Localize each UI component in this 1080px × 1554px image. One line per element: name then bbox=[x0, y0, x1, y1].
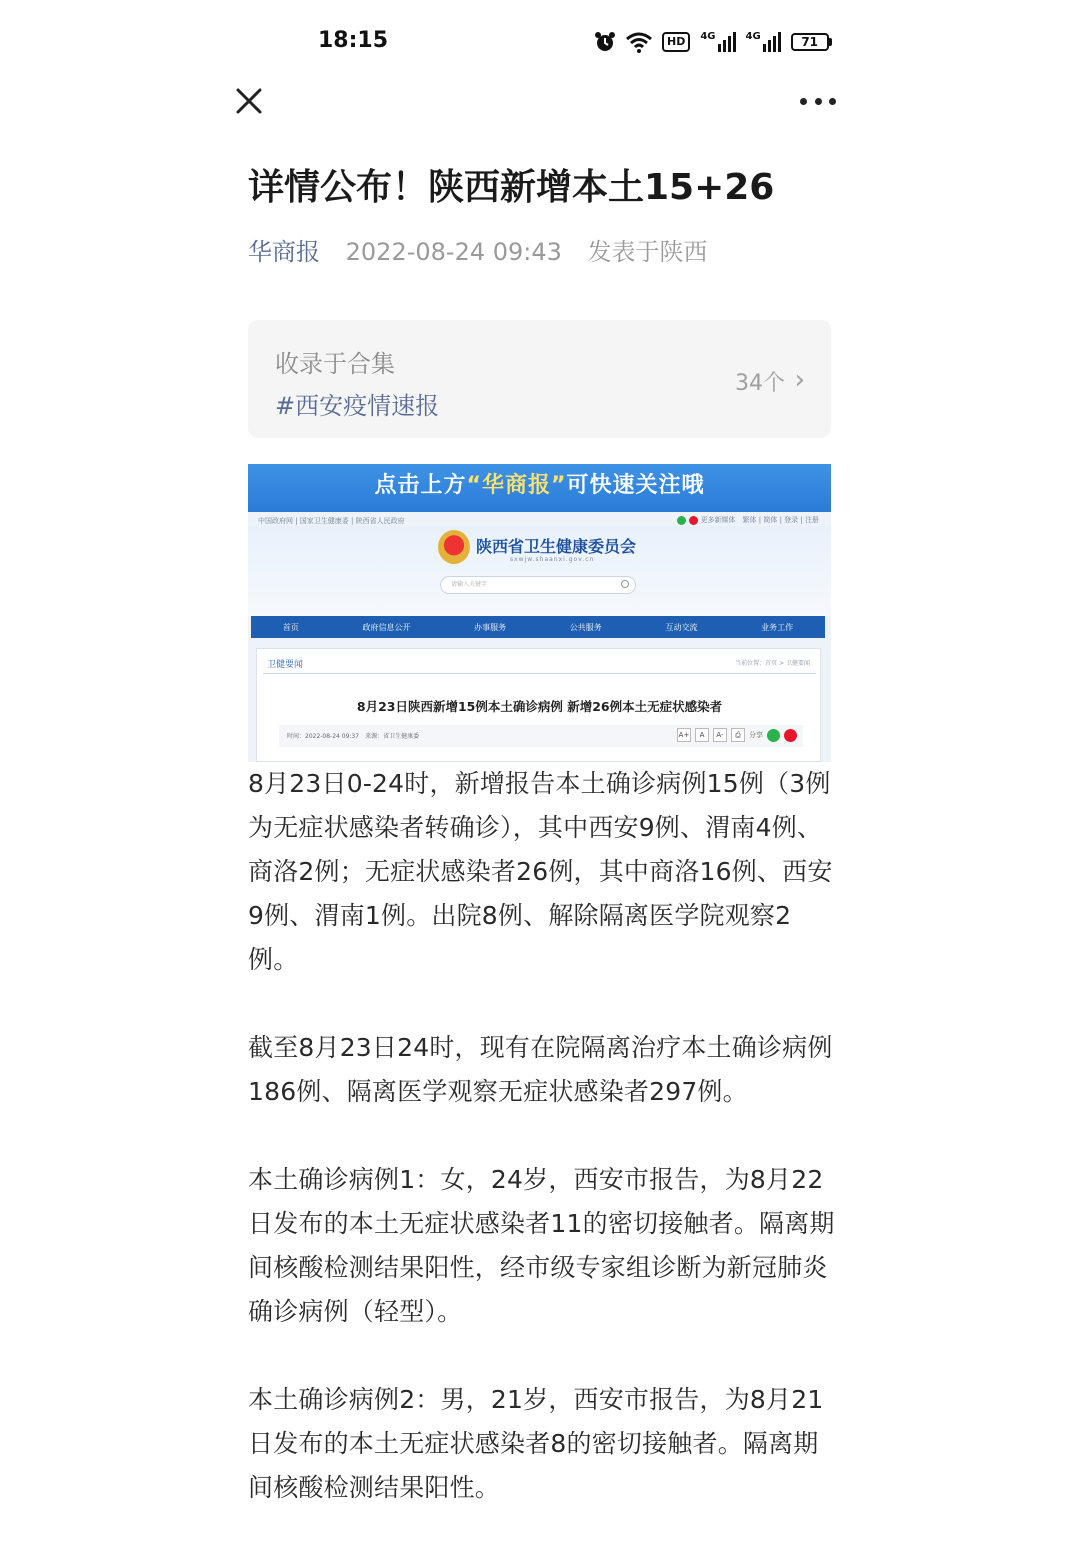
gov-nav-interact: 互动交流 bbox=[665, 622, 698, 632]
status-time: 18:15 bbox=[318, 28, 389, 53]
gov-breadcrumb: 当前位置：首页 > 卫健要闻 bbox=[735, 660, 810, 667]
font-normal: A bbox=[695, 728, 709, 742]
alarm-icon bbox=[594, 31, 616, 53]
publish-location: 发表于陕西 bbox=[587, 238, 708, 266]
weibo-icon bbox=[689, 516, 698, 525]
gov-nav-work: 业务工作 bbox=[761, 622, 794, 632]
print-icon: ⎙ bbox=[731, 728, 745, 742]
gov-nav-home: 首页 bbox=[282, 622, 299, 632]
gov-info-text: 时间：2022-08-24 09:37 来源：省卫生健康委 bbox=[287, 733, 420, 740]
font-larger: A+ bbox=[677, 728, 691, 742]
national-emblem-icon bbox=[438, 530, 470, 564]
article-image[interactable] bbox=[248, 464, 831, 762]
banner-suffix: 可快速关注哦 bbox=[566, 473, 705, 498]
more-icon bbox=[800, 98, 807, 105]
author-link[interactable]: 华商报 bbox=[248, 238, 320, 266]
status-bar bbox=[0, 0, 1080, 80]
collection-label: 收录于合集 bbox=[275, 350, 395, 378]
signal-icon bbox=[700, 32, 735, 52]
collection-tag[interactable]: #西安疫情速报 bbox=[275, 392, 440, 420]
paragraph-4: 本土确诊病例2：男，21岁，西安市报告，为8月21日发布的本土无症状感染者8的密切接触者。隔离期间核酸检测结果阳性。 bbox=[248, 1385, 824, 1502]
gov-org-url: sxwjw.shaanxi.gov.cn bbox=[510, 556, 595, 563]
collection-card[interactable] bbox=[248, 320, 831, 438]
article-meta bbox=[248, 236, 708, 268]
hd-icon: HD bbox=[662, 32, 690, 52]
article-body bbox=[248, 762, 838, 1554]
article-title: 详情公布！陕西新增本土15+26 bbox=[248, 167, 775, 208]
gov-top-right bbox=[677, 515, 819, 525]
share-label: 分享 bbox=[749, 731, 763, 739]
wechat-icon bbox=[677, 516, 686, 525]
signal-icon-2 bbox=[746, 32, 781, 52]
banner-prefix: 点击上方 bbox=[374, 473, 467, 498]
wifi-icon bbox=[626, 31, 652, 53]
gov-top-right-text: 更多新媒体 繁体 | 简体 | 登录 | 注册 bbox=[700, 516, 819, 524]
gov-org-name: 陕西省卫生健康委员会 bbox=[476, 537, 637, 556]
close-button[interactable] bbox=[232, 84, 266, 118]
gov-divider bbox=[263, 673, 816, 674]
gov-section-title: 卫健要闻 bbox=[267, 660, 304, 670]
gov-search-placeholder: 请输入关键字 bbox=[451, 581, 488, 588]
wechat-share-icon bbox=[767, 729, 780, 742]
paragraph-2: 截至8月23日24时，现有在院隔离治疗本土确诊病例186例、隔离医学观察无症状感染者297例。 bbox=[248, 1033, 833, 1106]
weibo-share-icon bbox=[784, 729, 797, 742]
gov-nav-public: 公共服务 bbox=[569, 622, 602, 632]
more-options-button[interactable] bbox=[800, 86, 836, 116]
gov-news-panel bbox=[256, 648, 821, 762]
signal-label: 4G bbox=[700, 31, 716, 42]
paragraph-1: 8月23日0-24时，新增报告本土确诊病例15例（3例为无症状感染者转确诊），其中西安9例、渭南4例、商洛2例；无症状感染者26例，其中商洛16例、西安9例、渭南1例。出院8例、解除隔离医学院观察2例。 bbox=[248, 769, 833, 974]
collection-count: 34个 bbox=[735, 371, 785, 396]
follow-banner[interactable] bbox=[248, 464, 831, 512]
battery-level: 71 bbox=[791, 33, 829, 51]
search-icon bbox=[621, 580, 629, 588]
gov-tools bbox=[677, 728, 797, 742]
gov-info-bar bbox=[279, 725, 803, 747]
gov-top-links: 中国政府网 | 国家卫生健康委 | 陕西省人民政府 bbox=[258, 517, 405, 525]
gov-search-box bbox=[440, 576, 636, 594]
gov-nav-bar bbox=[251, 616, 825, 638]
close-icon bbox=[232, 84, 266, 118]
gov-nav-services: 办事服务 bbox=[474, 622, 507, 632]
chevron-right-icon: › bbox=[794, 365, 805, 395]
paragraph-3: 本土确诊病例1：女，24岁，西安市报告，为8月22日发布的本土无症状感染者11的密切接触者。隔离期间核酸检测结果阳性，经市级专家组诊断为新冠肺炎确诊病例（轻型）。 bbox=[248, 1165, 835, 1326]
banner-highlight: “华商报” bbox=[466, 473, 567, 498]
font-smaller: A- bbox=[713, 728, 727, 742]
status-icons bbox=[594, 28, 832, 56]
publish-time: 2022-08-24 09:43 bbox=[345, 238, 562, 266]
gov-headline: 8月23日陕西新增15例本土确诊病例 新增26例本土无症状感染者 bbox=[356, 699, 723, 714]
signal-label-2: 4G bbox=[745, 31, 761, 42]
battery-icon bbox=[791, 33, 832, 51]
gov-nav-info: 政府信息公开 bbox=[362, 622, 411, 632]
